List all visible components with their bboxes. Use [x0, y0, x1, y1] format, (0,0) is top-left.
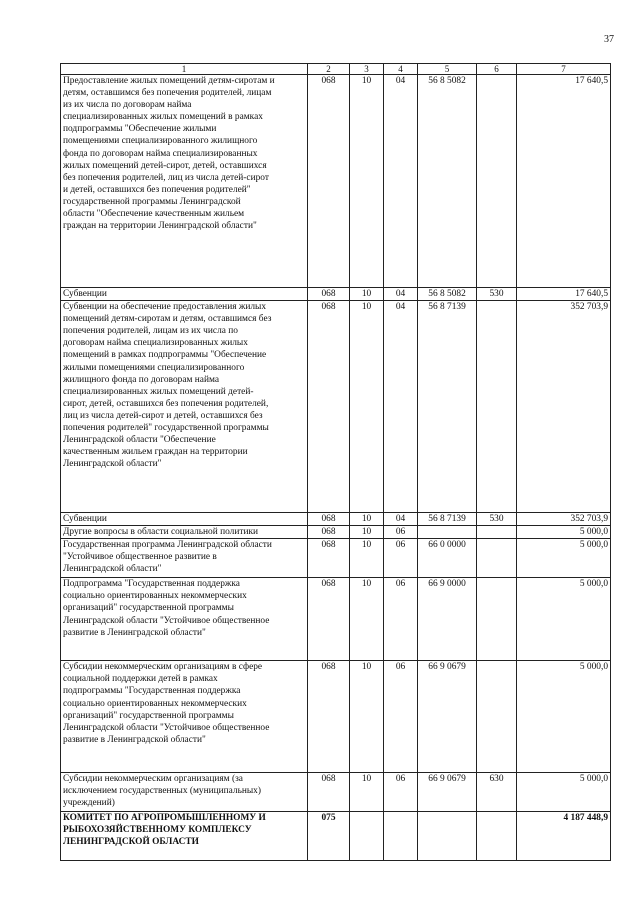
row-section-cell: 10 — [350, 773, 384, 812]
row-target-cell: 56 8 7139 — [418, 301, 477, 513]
table-row — [61, 526, 611, 539]
row-type-cell — [477, 812, 517, 861]
row-subsection-cell: 06 — [384, 578, 418, 661]
row-type-cell: 530 — [477, 288, 517, 301]
row-name-cell: Субсидии некоммерческим организациям (за исключением государственных (муниципальных) учреждений) — [61, 773, 308, 812]
row-name-cell: Субвенции на обеспечение предоставления жилых помещений детям-сиротам и детям, оставшимся без попечения родителей, лицам из их числа по договорам найма специализированных жилых помещений в рамках подпрограммы "Обеспечение жилыми помещениями специализированного жилищного фонда по договорам найма специализированных жилых помещений детей- сирот, детей, оставшихся без попечения родителей, лиц из числа детей-сирот и детей, оставшихся без попечения родителей" государственной программы Ленинградской области "Обеспечение качественным жильем граждан на территории Ленинградской области" — [61, 301, 308, 513]
header-cell: 6 — [477, 64, 517, 75]
row-name-cell: Предоставление жилых помещений детям-сиротам и детям, оставшимся без попечения родителей, лицам из их числа по договорам найма специализированных жилых помещений в рамках подпрограммы "Обеспечение жилыми помещениями специализированного жилищного фонда по договорам найма специализированных жилых помещений детей-сирот, детей, оставшихся без попечения родителей, лиц из числа детей-сирот и детей, оставшихся без попечения родителей" государственной программы Ленинградской области "Обеспечение качественным жильем граждан на территории Ленинградской области" — [61, 75, 308, 288]
header-cell: 4 — [384, 64, 418, 75]
row-code-cell: 068 — [308, 301, 350, 513]
row-section-cell: 10 — [350, 661, 384, 773]
row-type-cell — [477, 75, 517, 288]
row-type-cell — [477, 301, 517, 513]
row-section-cell: 10 — [350, 578, 384, 661]
row-subsection-cell: 04 — [384, 301, 418, 513]
row-target-cell — [418, 812, 477, 861]
table-row — [61, 288, 611, 301]
row-code-cell: 068 — [308, 513, 350, 526]
row-type-cell — [477, 526, 517, 539]
row-section-cell: 10 — [350, 513, 384, 526]
row-name-cell: Подпрограмма "Государственная поддержка социально ориентированных некоммерческих организаций" государственной программы Ленинградской области "Устойчивое общественное развитие в Ленинградской области" — [61, 578, 308, 661]
budget-table — [60, 63, 611, 861]
table-row — [61, 578, 611, 661]
row-name-cell: Субвенции — [61, 513, 308, 526]
row-subsection-cell: 06 — [384, 526, 418, 539]
table-row — [61, 75, 611, 288]
row-subsection-cell: 06 — [384, 661, 418, 773]
table-row — [61, 301, 611, 513]
row-type-cell — [477, 661, 517, 773]
row-section-cell: 10 — [350, 288, 384, 301]
row-target-cell: 66 9 0679 — [418, 661, 477, 773]
row-subsection-cell: 04 — [384, 288, 418, 301]
header-cell: 5 — [418, 64, 477, 75]
row-target-cell: 66 0 0000 — [418, 539, 477, 578]
row-code-cell: 068 — [308, 539, 350, 578]
row-code-cell: 068 — [308, 75, 350, 288]
table-row — [61, 539, 611, 578]
row-type-cell: 630 — [477, 773, 517, 812]
row-section-cell: 10 — [350, 526, 384, 539]
row-type-cell — [477, 578, 517, 661]
row-amount-cell: 4 187 448,9 — [517, 812, 611, 861]
row-target-cell: 66 9 0679 — [418, 773, 477, 812]
table-header-row — [61, 64, 611, 75]
row-name-cell: Другие вопросы в области социальной политики — [61, 526, 308, 539]
table-row — [61, 513, 611, 526]
row-amount-cell: 5 000,0 — [517, 773, 611, 812]
row-name-cell: Государственная программа Ленинградской области "Устойчивое общественное развитие в Ленинградской области" — [61, 539, 308, 578]
table-row — [61, 812, 611, 861]
row-subsection-cell: 04 — [384, 75, 418, 288]
row-code-cell: 075 — [308, 812, 350, 861]
row-amount-cell: 352 703,9 — [517, 301, 611, 513]
row-type-cell: 530 — [477, 513, 517, 526]
row-amount-cell: 17 640,5 — [517, 75, 611, 288]
table-row — [61, 661, 611, 773]
row-type-cell — [477, 539, 517, 578]
header-cell: 1 — [61, 64, 308, 75]
row-amount-cell: 5 000,0 — [517, 578, 611, 661]
row-name-cell: КОМИТЕТ ПО АГРОПРОМЫШЛЕННОМУ И РЫБОХОЗЯЙСТВЕННОМУ КОМПЛЕКСУ ЛЕНИНГРАДСКОЙ ОБЛАСТИ — [61, 812, 308, 861]
row-code-cell: 068 — [308, 578, 350, 661]
row-subsection-cell — [384, 812, 418, 861]
row-code-cell: 068 — [308, 288, 350, 301]
row-target-cell: 56 8 5082 — [418, 288, 477, 301]
page-number: 37 — [604, 34, 614, 45]
row-amount-cell: 17 640,5 — [517, 288, 611, 301]
row-target-cell — [418, 526, 477, 539]
row-target-cell: 56 8 5082 — [418, 75, 477, 288]
row-subsection-cell: 06 — [384, 773, 418, 812]
row-section-cell — [350, 812, 384, 861]
header-cell: 2 — [308, 64, 350, 75]
row-section-cell: 10 — [350, 301, 384, 513]
row-target-cell: 66 9 0000 — [418, 578, 477, 661]
row-amount-cell: 352 703,9 — [517, 513, 611, 526]
row-target-cell: 56 8 7139 — [418, 513, 477, 526]
row-section-cell: 10 — [350, 75, 384, 288]
row-subsection-cell: 06 — [384, 539, 418, 578]
row-code-cell: 068 — [308, 661, 350, 773]
row-amount-cell: 5 000,0 — [517, 539, 611, 578]
header-cell: 7 — [517, 64, 611, 75]
row-section-cell: 10 — [350, 539, 384, 578]
row-name-cell: Субвенции — [61, 288, 308, 301]
row-subsection-cell: 04 — [384, 513, 418, 526]
row-name-cell: Субсидии некоммерческим организациям в сфере социальной поддержки детей в рамках подпрограммы "Государственная поддержка социально ориентированных некоммерческих организаций" государственной программы Ленинградской области "Устойчивое общественное развитие в Ленинградской области" — [61, 661, 308, 773]
header-cell: 3 — [350, 64, 384, 75]
table-row — [61, 773, 611, 812]
row-code-cell: 068 — [308, 773, 350, 812]
row-amount-cell: 5 000,0 — [517, 526, 611, 539]
row-code-cell: 068 — [308, 526, 350, 539]
row-amount-cell: 5 000,0 — [517, 661, 611, 773]
